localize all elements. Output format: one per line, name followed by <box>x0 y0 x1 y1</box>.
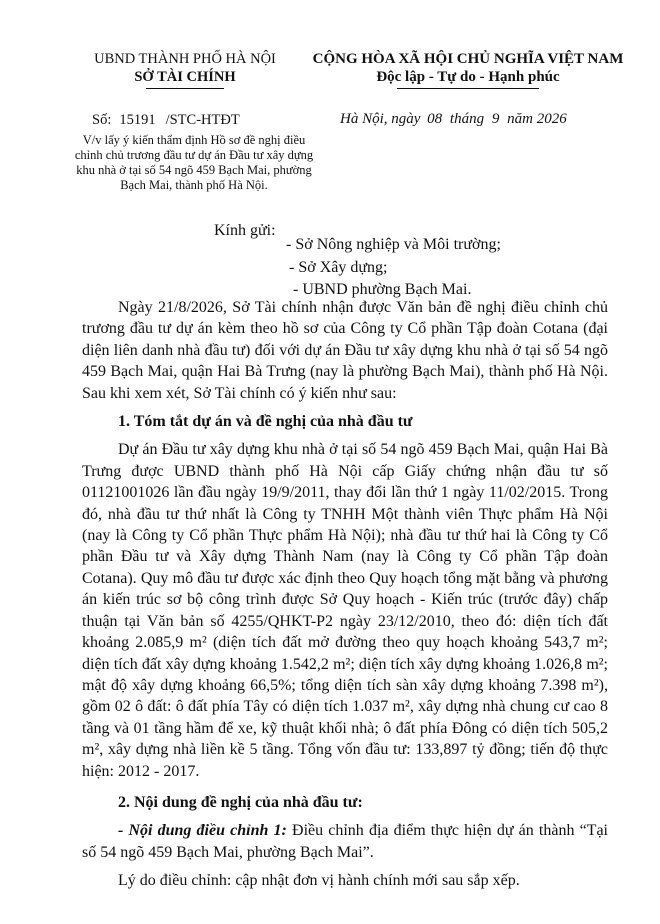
section-2-heading: 2. Nội dung đề nghị của nhà đầu tư: <box>118 793 363 811</box>
salutation: Kính gửi: <box>214 222 276 239</box>
document-number-prefix: Số: <box>92 112 112 128</box>
recipient-item: - UBND phường Bạch Mai. <box>293 281 472 298</box>
recipient-list <box>286 234 501 302</box>
agency-underline <box>146 88 224 89</box>
document-symbol: /STC-HTĐT <box>165 112 240 128</box>
date-year: 2026 <box>536 111 567 127</box>
document-number <box>92 112 240 129</box>
section-1-paragraph: Dự án Đầu tư xây dựng khu nhà ở tại số 54 ngõ 459 Bạch Mai, quận Hai Bà Trưng được UBND thành phố Hà Nội cấp Giấy chứng nhận đầu tư số 01121001026 lần đầu ngày 19/9/2011, thay đổi lần thứ 1 ngày 11/02/2015. Trong đó, nhà đầu tư thứ nhất là Công ty TNHH Một thành viên Thực phẩm Hà Nội (nay là Công ty Cổ phần Thực phẩm Hà Nội); nhà đầu tư thứ hai là Công ty Cổ phần Đầu tư và Xây dựng Thành Nam (nay là Công ty Cổ phần Tập đoàn Cotana). Quy mô đầu tư được xác định theo Quy hoạch tổng mặt bằng và phương án kiến trúc sơ bộ công trình được Sở Quy hoạch - Kiến trúc (trước đây) chấp thuận tại Văn bản số 4255/QHKT-P2 ngày 23/12/2010, theo đó: diện tích đất khoảng 2.085,9 m² (diện tích đất mở đường theo quy hoạch khoảng 543,7 m²; diện tích đất xây dựng khoảng 1.542,2 m²; diện tích xây dựng khoảng 1.026,8 m²; mật độ xây dựng khoảng 66,5%; tổng diện tích sàn xây dựng khoảng 7.398 m²), gồm 02 ô đất: ô đất phía Tây có diện tích 1.037 m², xây dựng nhà chung cư cao 8 tầng và 01 tầng hầm để xe, kỹ thuật khối nhà; ô đất phía Đông có diện tích 505,2 m², xây dựng nhà liền kề 5 tầng. Tổng vốn đầu tư: 133,897 tỷ đồng; tiến độ thực hiện: 2012 - 2017. <box>82 441 608 780</box>
national-motto: Độc lập - Tự do - Hạnh phúc <box>376 69 560 85</box>
authority-name: UBND THÀNH PHỐ HÀ NỘI <box>94 51 276 67</box>
motto-underline <box>397 88 539 89</box>
adjustment-reason: Lý do điều chỉnh: cập nhật đơn vị hành chính mới sau sắp xếp. <box>118 872 520 890</box>
year-label: năm <box>507 111 533 127</box>
date-month: 9 <box>491 111 500 127</box>
date-day: 08 <box>427 111 443 127</box>
issuing-authority-block <box>78 50 292 89</box>
adjustment-paragraph <box>82 820 608 863</box>
adjustment-text: Điều chỉnh địa điểm thực hiện dự án thành “Tại số 54 ngõ 459 Bạch Mai, phường Bạch Mai”. <box>82 822 609 861</box>
agency-name: SỞ TÀI CHÍNH <box>134 69 236 85</box>
month-label: tháng <box>449 111 485 127</box>
adjustment-label: - Nội dung điều chỉnh 1: <box>118 822 287 840</box>
recipient-item: - Sở Xây dựng; <box>289 258 388 276</box>
place-label: Hà Nội, ngày <box>340 111 421 127</box>
intro-paragraph: Ngày 21/8/2026, Sở Tài chính nhận được Văn bản đề nghị điều chỉnh chủ trương đầu tư dự án kèm theo hồ sơ của Công ty Cổ phần Tập đoàn Cotana (đại diện liên danh nhà đầu tư) đối với dự án Đầu tư xây dựng khu nhà ở tại số 54 ngõ 459 Bạch Mai, quận Hai Bà Trưng (nay là phường Bạch Mai), thành phố Hà Nội. Sau khi xem xét, Sở Tài chính có ý kiến như sau: <box>82 299 608 402</box>
national-title: CỘNG HÒA XÃ HỘI CHỦ NGHĨA VIỆT NAM <box>312 51 624 67</box>
document-subject: V/v lấy ý kiến thẩm định Hồ sơ đề nghị điều chỉnh chủ trương đầu tư dự án Đầu tư xây dựng khu nhà ở tại số 54 ngõ 459 Bạch Mai, phường Bạch Mai, thành phố Hà Nội. <box>74 133 314 192</box>
document-number-value: 15191 <box>119 112 156 128</box>
place-and-date <box>340 111 640 128</box>
recipient-item: - Sở Nông nghiệp và Môi trường; <box>286 236 501 253</box>
national-title-block <box>296 50 640 89</box>
section-1-heading: 1. Tóm tắt dự án và đề nghị của nhà đầu tư <box>118 413 413 431</box>
letter-body <box>82 297 608 892</box>
